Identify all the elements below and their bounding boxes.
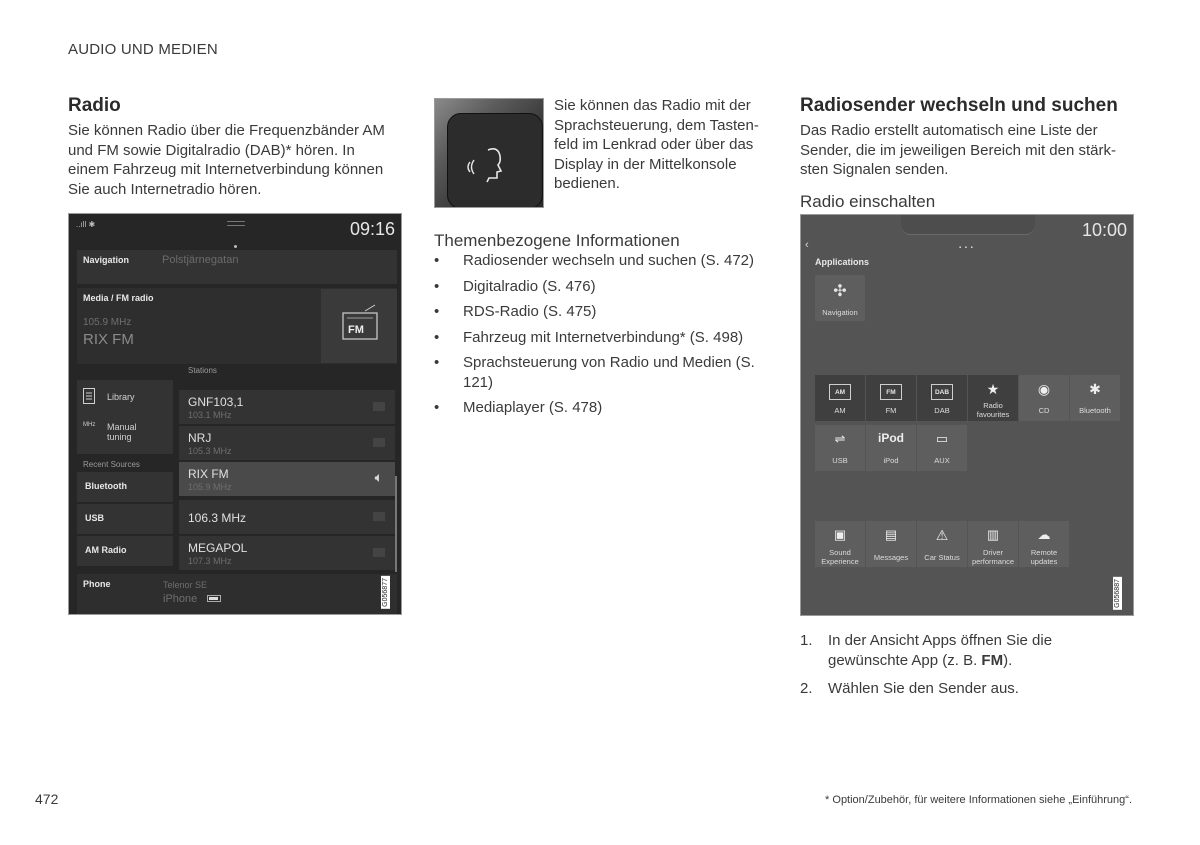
app-tile-am: [815, 375, 865, 421]
phone-carrier: Telenor SE: [163, 580, 208, 590]
related-link[interactable]: • Sprachsteuerung von Radio und Medien (S. 121): [434, 353, 764, 392]
app-tile-label: USB: [832, 456, 848, 465]
source-am-radio: [77, 536, 173, 566]
related-info-heading: Themenbezogene Informationen: [434, 231, 680, 250]
radio-options-panel: [77, 380, 173, 454]
cloud-icon: ☁: [1037, 527, 1051, 542]
app-tile-usb: [815, 425, 865, 471]
station-frequency: 103.1 MHz: [188, 410, 232, 420]
am-radio-icon: AM: [815, 381, 865, 400]
related-link[interactable]: • Radiosender wechseln und suchen (S. 472): [434, 251, 764, 271]
fm-app-tile: [321, 289, 397, 363]
image-code: G056877: [382, 578, 389, 607]
speaker-icon: ▣: [833, 527, 847, 542]
status-bar: [801, 215, 1133, 247]
app-tile-radio-favourites: [968, 375, 1018, 421]
voice-control-button: [447, 113, 543, 208]
fm-tile-label: FM: [348, 324, 364, 336]
current-frequency: 105.9 MHz: [83, 317, 132, 328]
manual-tuning-icon: MHz: [83, 422, 96, 428]
app-tile-label: Messages: [873, 553, 909, 562]
related-info-list: [434, 251, 764, 424]
app-tile-remote-updates: [1019, 521, 1069, 567]
step-text: Wählen Sie den Sender aus.: [828, 680, 1019, 697]
source-usb: [77, 504, 173, 534]
step-text-bold: FM: [981, 651, 1004, 669]
drag-handle-icon: [901, 215, 1035, 235]
library-icon: [83, 388, 95, 406]
voice-control-icon: [448, 114, 544, 208]
app-tile-navigation: [815, 275, 865, 321]
app-tile-label: Bluetooth: [1079, 406, 1111, 415]
radio-intro-text: Sie können Radio über die Frequenzbänder AM und FM sowie Digitalradio (DAB)* hören. In einem Fahrzeug mit Internetverbindung können Sie auch Internetradio hören.: [68, 122, 385, 198]
app-tile-label: iPod: [883, 456, 899, 465]
image-code: G056887: [1114, 579, 1121, 608]
source-bluetooth: [77, 472, 173, 502]
app-tile-label: Remote updates: [1030, 548, 1058, 566]
station-frequency: 105.9 MHz: [188, 482, 232, 492]
steering-wheel-voice-button-image: [434, 98, 544, 208]
station-row: [179, 426, 395, 460]
ipod-icon: iPod: [878, 431, 904, 445]
dab-radio-icon: DAB: [917, 381, 967, 400]
step-text-part: ).: [1003, 651, 1013, 669]
step-text-part: In der Ansicht Apps öffnen Sie die gewünschte App (z. B.: [828, 632, 1053, 669]
media-label: Media / FM radio: [83, 293, 154, 303]
star-icon: ★: [986, 381, 1000, 397]
speaker-icon: 🔈︎: [374, 469, 383, 485]
back-arrow-icon: ‹: [805, 239, 809, 251]
change-station-heading: Radiosender wechseln und suchen: [800, 95, 1118, 116]
manual-tuning-label: Manual tuning: [107, 422, 137, 442]
cd-icon: ◉: [1037, 381, 1051, 397]
change-station-intro: Das Radio erstellt automatisch eine Liste der Sender, die im jeweiligen Bereich mit den stärk-sten Signalen senden.: [800, 122, 1116, 178]
app-tile-car-status: [917, 521, 967, 567]
drag-handle-icon: [227, 221, 245, 226]
station-name: RIX FM: [188, 467, 229, 481]
station-row: [179, 500, 395, 534]
library-label: Library: [107, 392, 135, 402]
favourite-icon: [373, 512, 385, 521]
page-number: 472: [35, 791, 59, 807]
app-tile-bluetooth: [1070, 375, 1120, 421]
step-number: 2.: [800, 680, 813, 697]
app-tile-ipod: [866, 425, 916, 471]
section-header: AUDIO UND MEDIEN: [68, 41, 218, 58]
phone-device: iPhone: [163, 593, 198, 605]
station-name: MEGAPOL: [188, 541, 248, 555]
favourite-icon: [373, 438, 385, 447]
related-link[interactable]: • Digitalradio (S. 476): [434, 277, 764, 297]
station-frequency: 105.3 MHz: [188, 446, 232, 456]
app-tile-sound-experience: [815, 521, 865, 567]
source-label: AM Radio: [85, 545, 127, 555]
station-name: GNF103,1: [188, 395, 244, 409]
app-tile-label: DAB: [934, 406, 950, 415]
app-tile-label: Radio favourites: [976, 401, 1010, 419]
app-tile-label: Navigation: [822, 308, 858, 317]
app-tile-label: FM: [885, 406, 897, 415]
navigation-tile: [77, 250, 397, 284]
bar-graph-icon: ▥: [986, 527, 1000, 542]
station-name: NRJ: [188, 431, 212, 445]
phone-tile: [77, 574, 397, 614]
related-link[interactable]: • Mediaplayer (S. 478): [434, 398, 764, 418]
compass-icon: ✣: [833, 283, 847, 300]
fm-radio-screen-image: [68, 213, 402, 615]
source-label: Bluetooth: [85, 481, 127, 491]
station-row-active: [179, 462, 395, 496]
aux-icon: ▭: [935, 431, 949, 446]
usb-icon: ⇌: [834, 431, 846, 446]
favourite-icon: [373, 402, 385, 411]
page-dots: ▪ ▪ ▪: [959, 245, 974, 251]
app-tile-label: CD: [1038, 406, 1050, 415]
applications-screen-image: [800, 214, 1134, 616]
footnote: * Option/Zubehör, für weitere Informationen siehe „Einführung“.: [825, 794, 1132, 806]
step-number: 1.: [800, 632, 813, 649]
radio-heading: Radio: [68, 95, 121, 116]
message-icon: ▤: [884, 527, 898, 542]
navigation-value: Polstjärnegatan: [162, 254, 239, 266]
recent-sources-label: Recent Sources: [83, 460, 140, 469]
radio-on-subheading: Radio einschalten: [800, 192, 936, 211]
related-link[interactable]: • Fahrzeug mit Internetverbindung* (S. 498): [434, 328, 764, 348]
voice-control-text: Sie können das Radio mit der Sprachsteuerung, dem Tasten-feld im Lenkrad oder über das Display in der Mittelkonsole bedienen.: [554, 97, 759, 192]
source-label: USB: [85, 513, 105, 523]
app-tile-driver-performance: [968, 521, 1018, 567]
scrollbar: [395, 476, 397, 572]
app-tile-messages: [866, 521, 916, 567]
current-station-name: RIX FM: [83, 331, 134, 348]
related-link[interactable]: • RDS-Radio (S. 475): [434, 302, 764, 322]
app-tile-cd: [1019, 375, 1069, 421]
station-frequency: 107.3 MHz: [188, 556, 232, 566]
step-text: [828, 631, 1134, 670]
warning-icon: ⚠: [935, 527, 949, 543]
app-tile-dab: [917, 375, 967, 421]
app-tile-fm: [866, 375, 916, 421]
fm-radio-icon: FM: [866, 381, 916, 400]
bluetooth-icon: ✱: [1089, 381, 1101, 397]
navigation-label: Navigation: [83, 255, 130, 265]
app-tile-label: Driver performance: [971, 548, 1015, 566]
app-tile-label: AUX: [934, 456, 950, 465]
battery-icon: [207, 595, 221, 602]
clock: 10:00: [1081, 220, 1127, 240]
app-tile-label: AM: [834, 406, 846, 415]
phone-label: Phone: [83, 579, 111, 589]
app-tile-label: Sound Experience: [821, 548, 859, 566]
status-bar: [69, 214, 401, 244]
applications-label: Applications: [815, 257, 870, 267]
station-row: [179, 390, 395, 424]
page-indicator-dot: [234, 245, 237, 248]
stations-header: Stations: [188, 366, 217, 375]
favourite-icon: [373, 548, 385, 557]
app-tile-aux: [917, 425, 967, 471]
station-name: 106.3 MHz: [188, 511, 247, 525]
clock: 09:16: [349, 219, 395, 239]
app-tile-label: Car Status: [924, 553, 960, 562]
station-row: [179, 536, 395, 570]
signal-icon: ..ıll ✱: [76, 220, 96, 229]
